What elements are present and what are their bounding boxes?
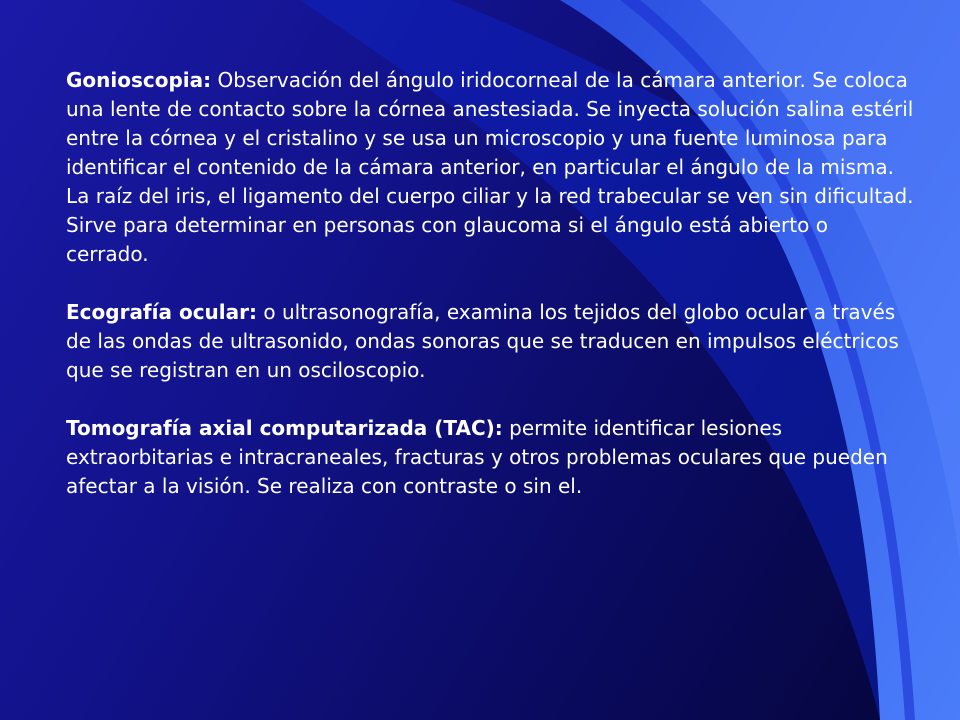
- iris-paragraph: La raíz del iris, el ligamento del cuerpo ciliar y la red trabecular se ven sin dificultad.: [66, 184, 914, 208]
- ecografia-paragraph: [66, 298, 916, 385]
- tac-text: permite identificar lesiones extraorbitarias e intracraneales, fracturas y otros problemas oculares que pueden afectar a la visión. Se realiza con contraste o sin el.: [66, 416, 888, 498]
- gonioscopia-paragraph: [66, 66, 916, 182]
- gonioscopia-text: Observación del ángulo iridocorneal de la cámara anterior. Se coloca una lente de contacto sobre la córnea anestesiada. Se inyecta solución salina estéril entre la córnea y el cristalino y se usa un microscopio y una fuente luminosa para identificar el contenido de la cámara anterior, en particular el ángulo de la misma.: [66, 68, 914, 179]
- ecografia-term: Ecografía ocular:: [66, 300, 257, 324]
- gonioscopia-term: Gonioscopia:: [66, 68, 212, 92]
- slide-body: [66, 66, 916, 501]
- tac-paragraph: [66, 414, 916, 501]
- spacer: [66, 269, 916, 298]
- ecografia-text: o ultrasonografía, examina los tejidos del globo ocular a través de las ondas de ultrasonido, ondas sonoras que se traducen en impulsos eléctricos que se registran en un osciloscopio.: [66, 300, 899, 382]
- spacer: [66, 385, 916, 414]
- glaucoma-paragraph: Sirve para determinar en personas con glaucoma si el ángulo está abierto o cerrado.: [66, 213, 828, 266]
- tac-term: Tomografía axial computarizada (TAC):: [66, 416, 503, 440]
